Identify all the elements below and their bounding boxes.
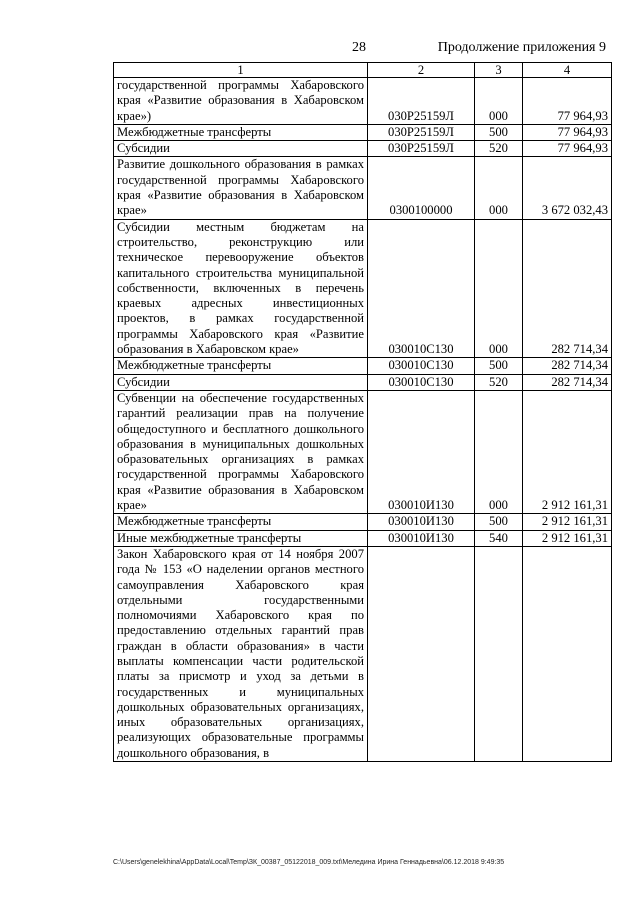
row-amount: [523, 546, 612, 761]
table-header-row: [114, 63, 612, 78]
row-code: 030Р25159Л: [368, 141, 475, 157]
page-number: 28: [352, 40, 366, 55]
budget-table: [113, 62, 612, 762]
table-row: [114, 219, 612, 358]
row-expense-type: 000: [475, 78, 523, 125]
table-row: [114, 514, 612, 530]
row-expense-type: 000: [475, 390, 523, 513]
row-amount: 282 714,34: [523, 219, 612, 358]
row-name: Субсидии местным бюджетам на строительство, реконструкцию или техническое перевооружение объектов капитального строительства муниципальной собственности, включенных в перечень краевых адресных инвестиционных проектов, в рамках государственной программы Хабаровского края «Развитие образования в Хабаровском крае»: [114, 219, 368, 358]
row-name: Межбюджетные трансферты: [114, 514, 368, 530]
row-expense-type: 520: [475, 141, 523, 157]
row-code: 030010С130: [368, 219, 475, 358]
row-amount: 282 714,34: [523, 374, 612, 390]
row-name: Развитие дошкольного образования в рамках государственной программы Хабаровского края «Развитие образования в Хабаровском крае»: [114, 157, 368, 219]
row-code: 030010С130: [368, 374, 475, 390]
row-name: Межбюджетные трансферты: [114, 358, 368, 374]
row-expense-type: 500: [475, 514, 523, 530]
row-amount: 282 714,34: [523, 358, 612, 374]
row-expense-type: 520: [475, 374, 523, 390]
table-row: [114, 78, 612, 125]
continuation-title: Продолжение приложения 9: [437, 40, 606, 55]
table-row: [114, 358, 612, 374]
row-name: Субсидии: [114, 141, 368, 157]
table-row: [114, 546, 612, 761]
row-expense-type: 500: [475, 358, 523, 374]
row-code: [368, 546, 475, 761]
column-header-4: 4: [523, 63, 612, 78]
row-expense-type: 500: [475, 124, 523, 140]
row-code: 030Р25159Л: [368, 78, 475, 125]
table-row: [114, 157, 612, 219]
row-amount: 2 912 161,31: [523, 514, 612, 530]
row-name: Закон Хабаровского края от 14 ноября 2007 года № 153 «О наделении органов местного самоуправления Хабаровского края отдельными государственными полномочиями Хабаровского края по предоставлению отдельных гарантий прав граждан в области образования» в части выплаты компенсации части родительской платы за присмотр и уход за детьми в государственных и муниципальных дошкольных образовательных организациях, иных образовательных организациях, реализующих образовательные программы дошкольного образования, в: [114, 546, 368, 761]
column-header-3: 3: [475, 63, 523, 78]
table-row: [114, 374, 612, 390]
row-name: Субсидии: [114, 374, 368, 390]
column-header-2: 2: [368, 63, 475, 78]
row-name: государственной программы Хабаровского края «Развитие образования в Хабаровском крае»): [114, 78, 368, 125]
table-row: [114, 390, 612, 513]
row-expense-type: 000: [475, 219, 523, 358]
row-code: 030010И130: [368, 530, 475, 546]
row-amount: 2 912 161,31: [523, 390, 612, 513]
row-code: 030010И130: [368, 514, 475, 530]
row-expense-type: 000: [475, 157, 523, 219]
row-amount: 3 672 032,43: [523, 157, 612, 219]
row-code: 030010И130: [368, 390, 475, 513]
row-name: Иные межбюджетные трансферты: [114, 530, 368, 546]
row-amount: 77 964,93: [523, 141, 612, 157]
row-name: Межбюджетные трансферты: [114, 124, 368, 140]
footer-file-path: C:\Users\genelekhina\AppData\Local\Temp\ЗК_00387_05122018_009.txt\Меледина Ирина Геннадьевна\06.12.2018 9:49:35: [113, 859, 505, 866]
row-code: 030010С130: [368, 358, 475, 374]
row-amount: 77 964,93: [523, 78, 612, 125]
row-amount: 77 964,93: [523, 124, 612, 140]
row-expense-type: [475, 546, 523, 761]
column-header-1: 1: [114, 63, 368, 78]
table-row: [114, 141, 612, 157]
row-code: 030Р25159Л: [368, 124, 475, 140]
row-amount: 2 912 161,31: [523, 530, 612, 546]
table-row: [114, 124, 612, 140]
table-row: [114, 530, 612, 546]
row-expense-type: 540: [475, 530, 523, 546]
row-code: 0300100000: [368, 157, 475, 219]
row-name: Субвенции на обеспечение государственных гарантий реализации прав на получение общедоступного и бесплатного дошкольного образования в муниципальных дошкольных образовательных организациях в рамках государственной программы Хабаровского края «Развитие образования в Хабаровском крае»: [114, 390, 368, 513]
